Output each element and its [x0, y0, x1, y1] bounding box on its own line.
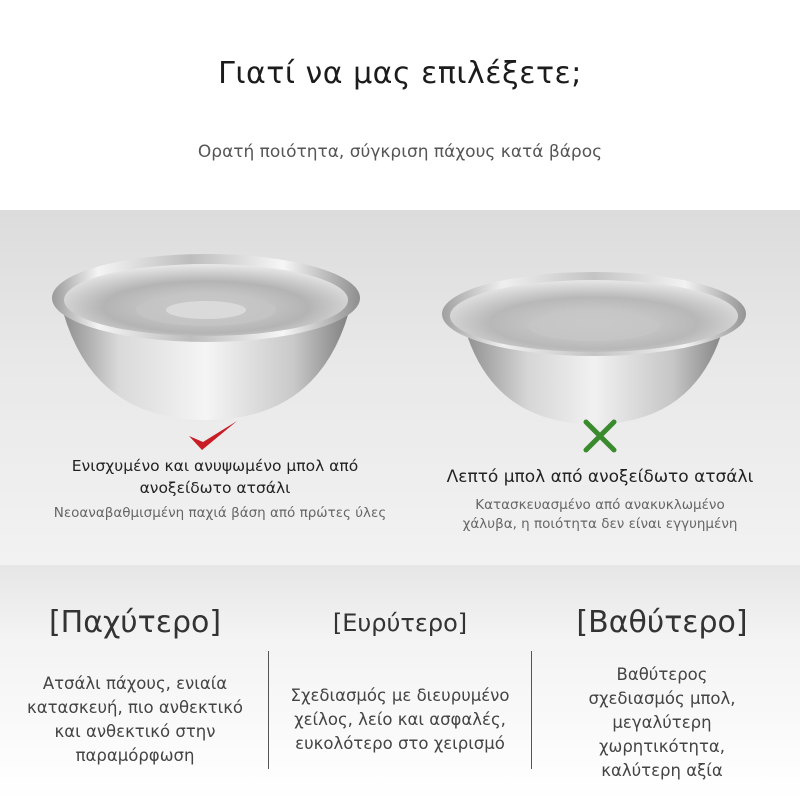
cross-icon	[582, 418, 618, 454]
feature-desc-line: παραμόρφωση	[75, 746, 195, 765]
feature-desc-line: και ανθεκτικό στην	[54, 722, 216, 741]
page-title: Γιατί να μας επιλέξετε;	[218, 56, 582, 91]
feature-desc-line: σχεδιασμός μπολ,	[588, 689, 736, 708]
header-section	[0, 0, 800, 210]
feature-desc-line: Σχεδιασμός με διευρυμένο	[290, 686, 510, 705]
feature-desc-line: Ατσάλι πάχους, ενιαία	[42, 674, 228, 693]
features-section	[0, 565, 800, 800]
page-subtitle: Ορατή ποιότητα, σύγκριση πάχους κατά βάρος	[197, 142, 603, 162]
feature-title-wider: [Ευρύτερο]	[332, 609, 468, 637]
feature-desc-line: καλύτερη αξία	[601, 761, 723, 780]
feature-desc-deeper	[542, 663, 782, 783]
feature-desc-wider	[270, 684, 530, 756]
left-subcaption: Νεοαναβαθμισμένη παχιά βάση από πρώτες ύλες	[53, 505, 387, 521]
thick-bowl-image	[48, 248, 364, 423]
left-caption-line1: Ενισχυμένο και ανυψωμένο μπολ από	[71, 457, 359, 475]
right-caption: Λεπτό μπολ από ανοξείδωτο ατσάλι	[446, 467, 754, 487]
left-caption	[20, 455, 410, 499]
feature-desc-line: χείλος, λείο και ασφαλές,	[294, 710, 506, 729]
thin-bowl-image	[438, 266, 750, 426]
feature-divider	[268, 651, 269, 769]
right-subcaption-line1: Κατασκευασμένο από ανακυκλωμένο	[475, 497, 725, 513]
feature-desc-line: μεγαλύτερη	[612, 713, 712, 732]
feature-divider	[531, 651, 532, 769]
feature-desc-line: ευκολότερο στο χειρισμό	[295, 734, 505, 753]
feature-desc-thicker	[5, 672, 265, 768]
checkmark-icon	[186, 418, 240, 454]
feature-desc-line: κατασκευή, πιο ανθεκτικό	[26, 698, 244, 717]
right-subcaption-line2: χάλυβα, η ποιότητα δεν είναι εγγυημένη	[462, 516, 738, 532]
feature-title-deeper: [Βαθύτερο]	[576, 605, 748, 640]
feature-title-thicker: [Παχύτερο]	[48, 605, 222, 640]
feature-desc-line: χωρητικότητα,	[598, 737, 726, 756]
left-caption-line2: ανοξείδωτο ατσάλι	[139, 479, 291, 497]
right-subcaption	[420, 496, 780, 534]
comparison-section	[0, 210, 800, 565]
feature-desc-line: Βαθύτερος	[616, 665, 708, 684]
